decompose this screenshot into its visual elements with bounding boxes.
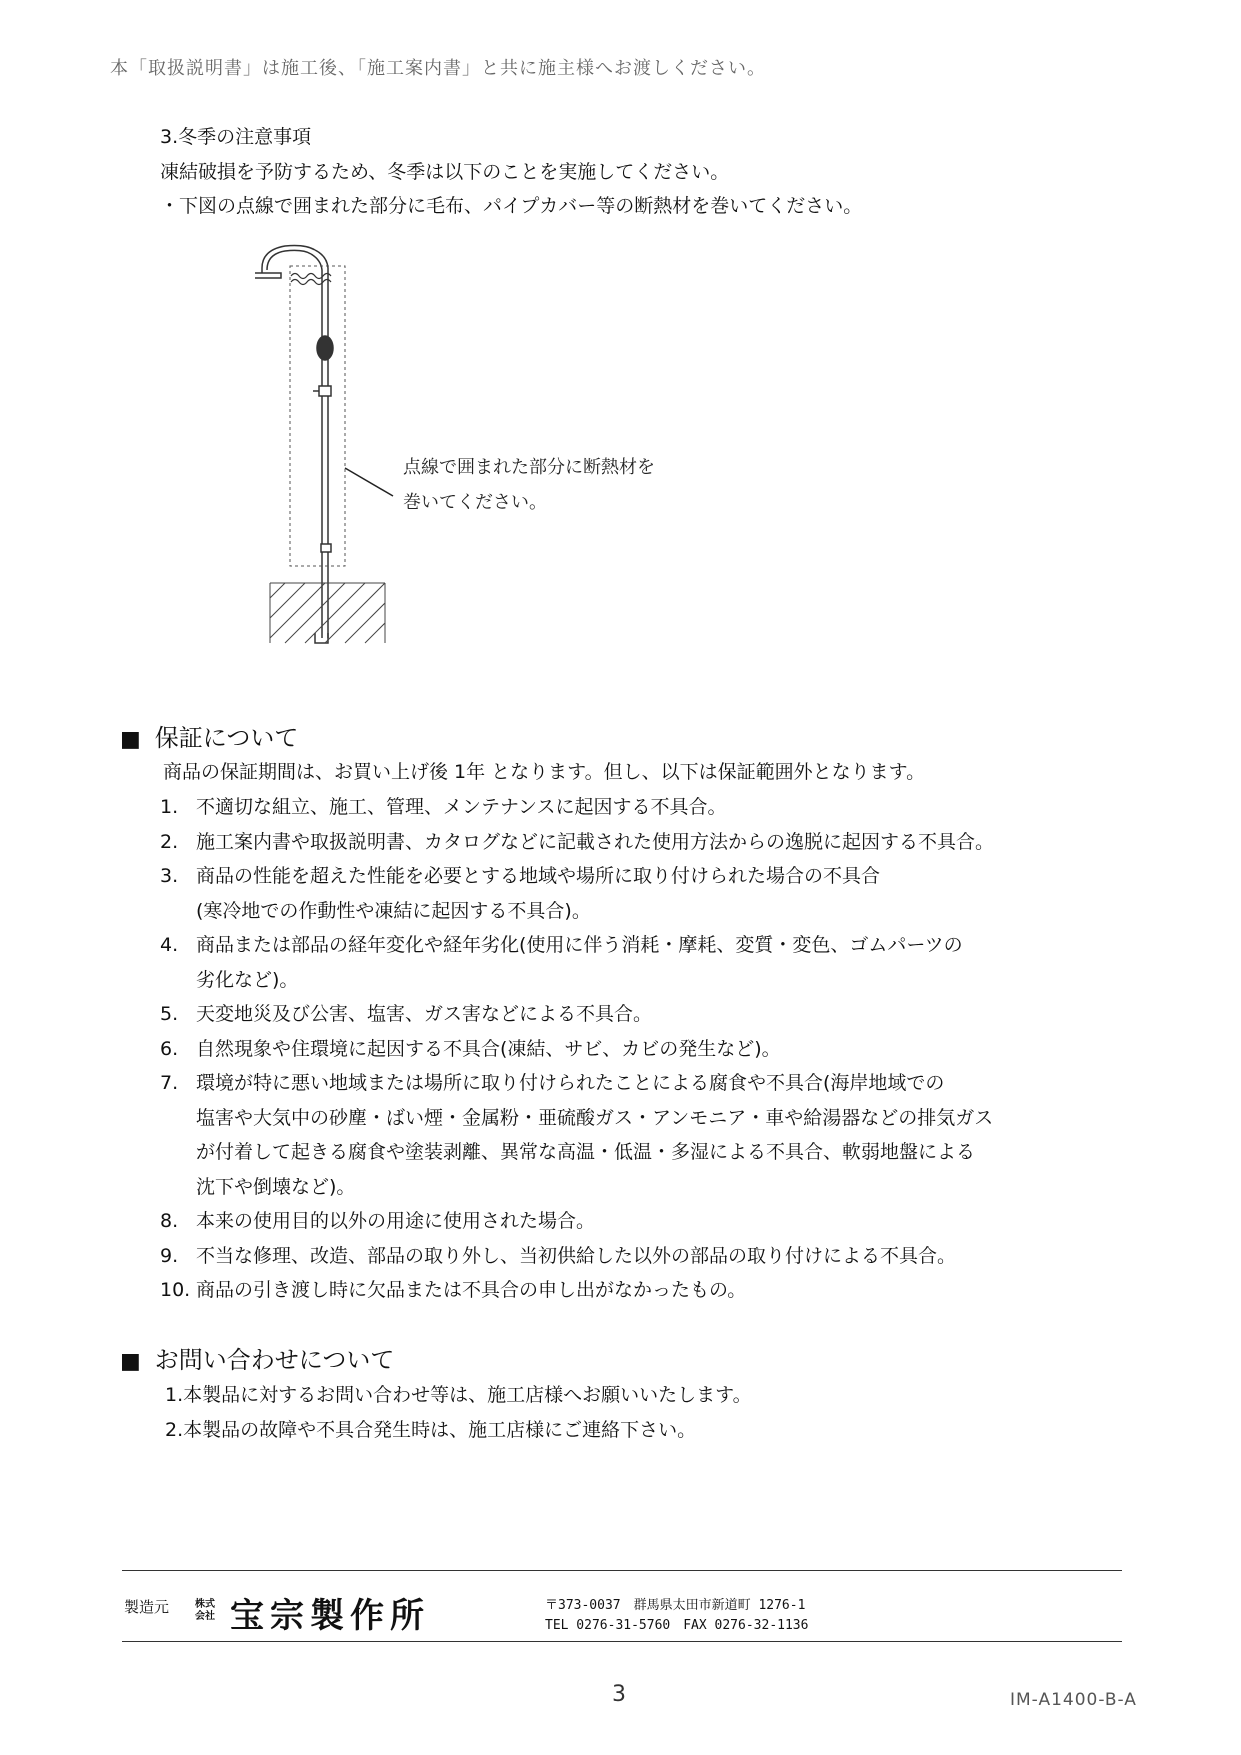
warranty-item-line [160,792,726,819]
company-type-top: 株式 [195,1599,215,1610]
inquiry-title: お問い合わせについて [154,1346,395,1374]
warranty-item-text: 劣化など)。 [196,969,299,991]
warranty-item-text: 環境が特に悪い地域または場所に取り付けられたことによる腐食や不具合(海岸地域での [196,1072,945,1094]
winter-line-1: 凍結破損を予防するため、冬季は以下のことを実施してください。 [160,161,730,183]
warranty-item-number: 4. [160,934,179,956]
warranty-item-number: 9. [160,1245,179,1267]
warranty-title: 保証について [154,724,299,752]
warranty-item-line [160,1068,944,1095]
inquiry-line-2: 2.本製品の故障や不具合発生時は、施工店様にご連絡下さい。 [165,1419,697,1441]
callout-text-2: 巻いてください。 [403,492,547,513]
callout-leader [345,468,393,496]
warranty-item-text: 沈下や倒壊など)。 [196,1176,356,1198]
warranty-item-text: 天変地災及び公害、塩害、ガス害などによる不具合。 [196,1003,653,1025]
winter-title: 3.冬季の注意事項 [160,126,312,148]
shower-insulation-diagram [255,238,405,648]
warranty-item-text: 自然現象や住環境に起因する不具合(凍結、サビ、カビの発生など)。 [196,1038,781,1060]
warranty-item-number: 3. [160,865,179,887]
warranty-item-line [196,965,298,992]
footer-rule-top [122,1570,1122,1571]
warranty-item-number: 10. [160,1279,191,1301]
warranty-item-text: 商品の引き渡し時に欠品または不具合の申し出がなかったもの。 [196,1279,747,1301]
water-line [291,274,331,285]
footer-rule-bottom [122,1641,1122,1642]
warranty-item-text: (寒冷地での作動性や凍結に起因する不具合)。 [196,900,591,922]
warranty-item-number: 7. [160,1072,179,1094]
warranty-item-number: 8. [160,1210,179,1232]
company-logo: 宝宗製作所 [230,1596,430,1636]
warranty-heading [120,718,298,753]
insulation-dashed-area [290,266,345,566]
header-note: 本「取扱説明書」は施工後、「施工案内書」と共に施主様へお渡しください。 [110,58,766,79]
warranty-item-line [160,1206,595,1233]
company-type-bottom: 会社 [195,1611,215,1622]
warranty-item-line [196,896,591,923]
page-number: 3 [612,1682,626,1707]
warranty-item-line [196,1137,975,1164]
warranty-item-text: が付着して起きる腐食や塗装剥離、異常な高温・低温・多湿による不具合、軟弱地盤による [196,1141,976,1163]
warranty-item-number: 6. [160,1038,179,1060]
warranty-item-text: 不適切な組立、施工、管理、メンテナンスに起因する不具合。 [196,796,727,818]
warranty-item-text: 施工案内書や取扱説明書、カタログなどに記載された使用方法からの逸脱に起因する不具合。 [196,831,995,853]
warranty-item-line [160,930,963,957]
warranty-item-line [160,999,652,1026]
warranty-item-line [160,1034,781,1061]
square-bullet-icon: ■ [120,727,141,752]
inquiry-line-1: 1.本製品に対するお問い合わせ等は、施工店様へお願いいたします。 [165,1384,752,1406]
warranty-item-number: 5. [160,1003,179,1025]
warranty-item-line [160,1275,746,1302]
winter-line-2: ・下図の点線で囲まれた部分に毛布、パイプカバー等の断熱材を巻いてください。 [160,195,863,217]
maker-label: 製造元 [124,1598,170,1616]
warranty-item-text: 不当な修理、改造、部品の取り外し、当初供給した以外の部品の取り付けによる不具合。 [196,1245,957,1267]
warranty-intro: 商品の保証期間は、お買い上げ後 1年 となります。但し、以下は保証範囲外となります。 [163,761,926,783]
warranty-item-text: 本来の使用目的以外の用途に使用された場合。 [196,1210,596,1232]
warranty-item-line [160,827,994,854]
shower-head [255,246,315,279]
company-address: 〒373-0037 群馬県太田市新道町 1276-1 [545,1598,806,1613]
warranty-item-line [196,1172,355,1199]
warranty-item-line [160,861,880,888]
document-code: IM-A1400-B-A [1010,1690,1137,1710]
company-type [195,1599,215,1623]
warranty-item-number: 1. [160,796,179,818]
warranty-item-line [196,1103,993,1130]
warranty-item-number: 2. [160,831,179,853]
inquiry-heading [120,1340,394,1375]
callout-text-1: 点線で囲まれた部分に断熱材を [403,457,655,478]
square-bullet-icon: ■ [120,1349,141,1374]
warranty-item-text: 塩害や大気中の砂塵・ばい煙・金属粉・亜硫酸ガス・アンモニア・車や給湯器などの排気ガス [196,1107,994,1129]
shower-pipe [311,250,333,643]
company-phone: TEL 0276-31-5760 FAX 0276-32-1136 [545,1618,809,1633]
warranty-item-line [160,1241,956,1268]
warranty-item-text: 商品または部品の経年変化や経年劣化(使用に伴う消耗・摩耗、変質・変色、ゴムパーツの [196,934,963,956]
warranty-item-text: 商品の性能を超えた性能を必要とする地域や場所に取り付けられた場合の不具合 [196,865,881,887]
